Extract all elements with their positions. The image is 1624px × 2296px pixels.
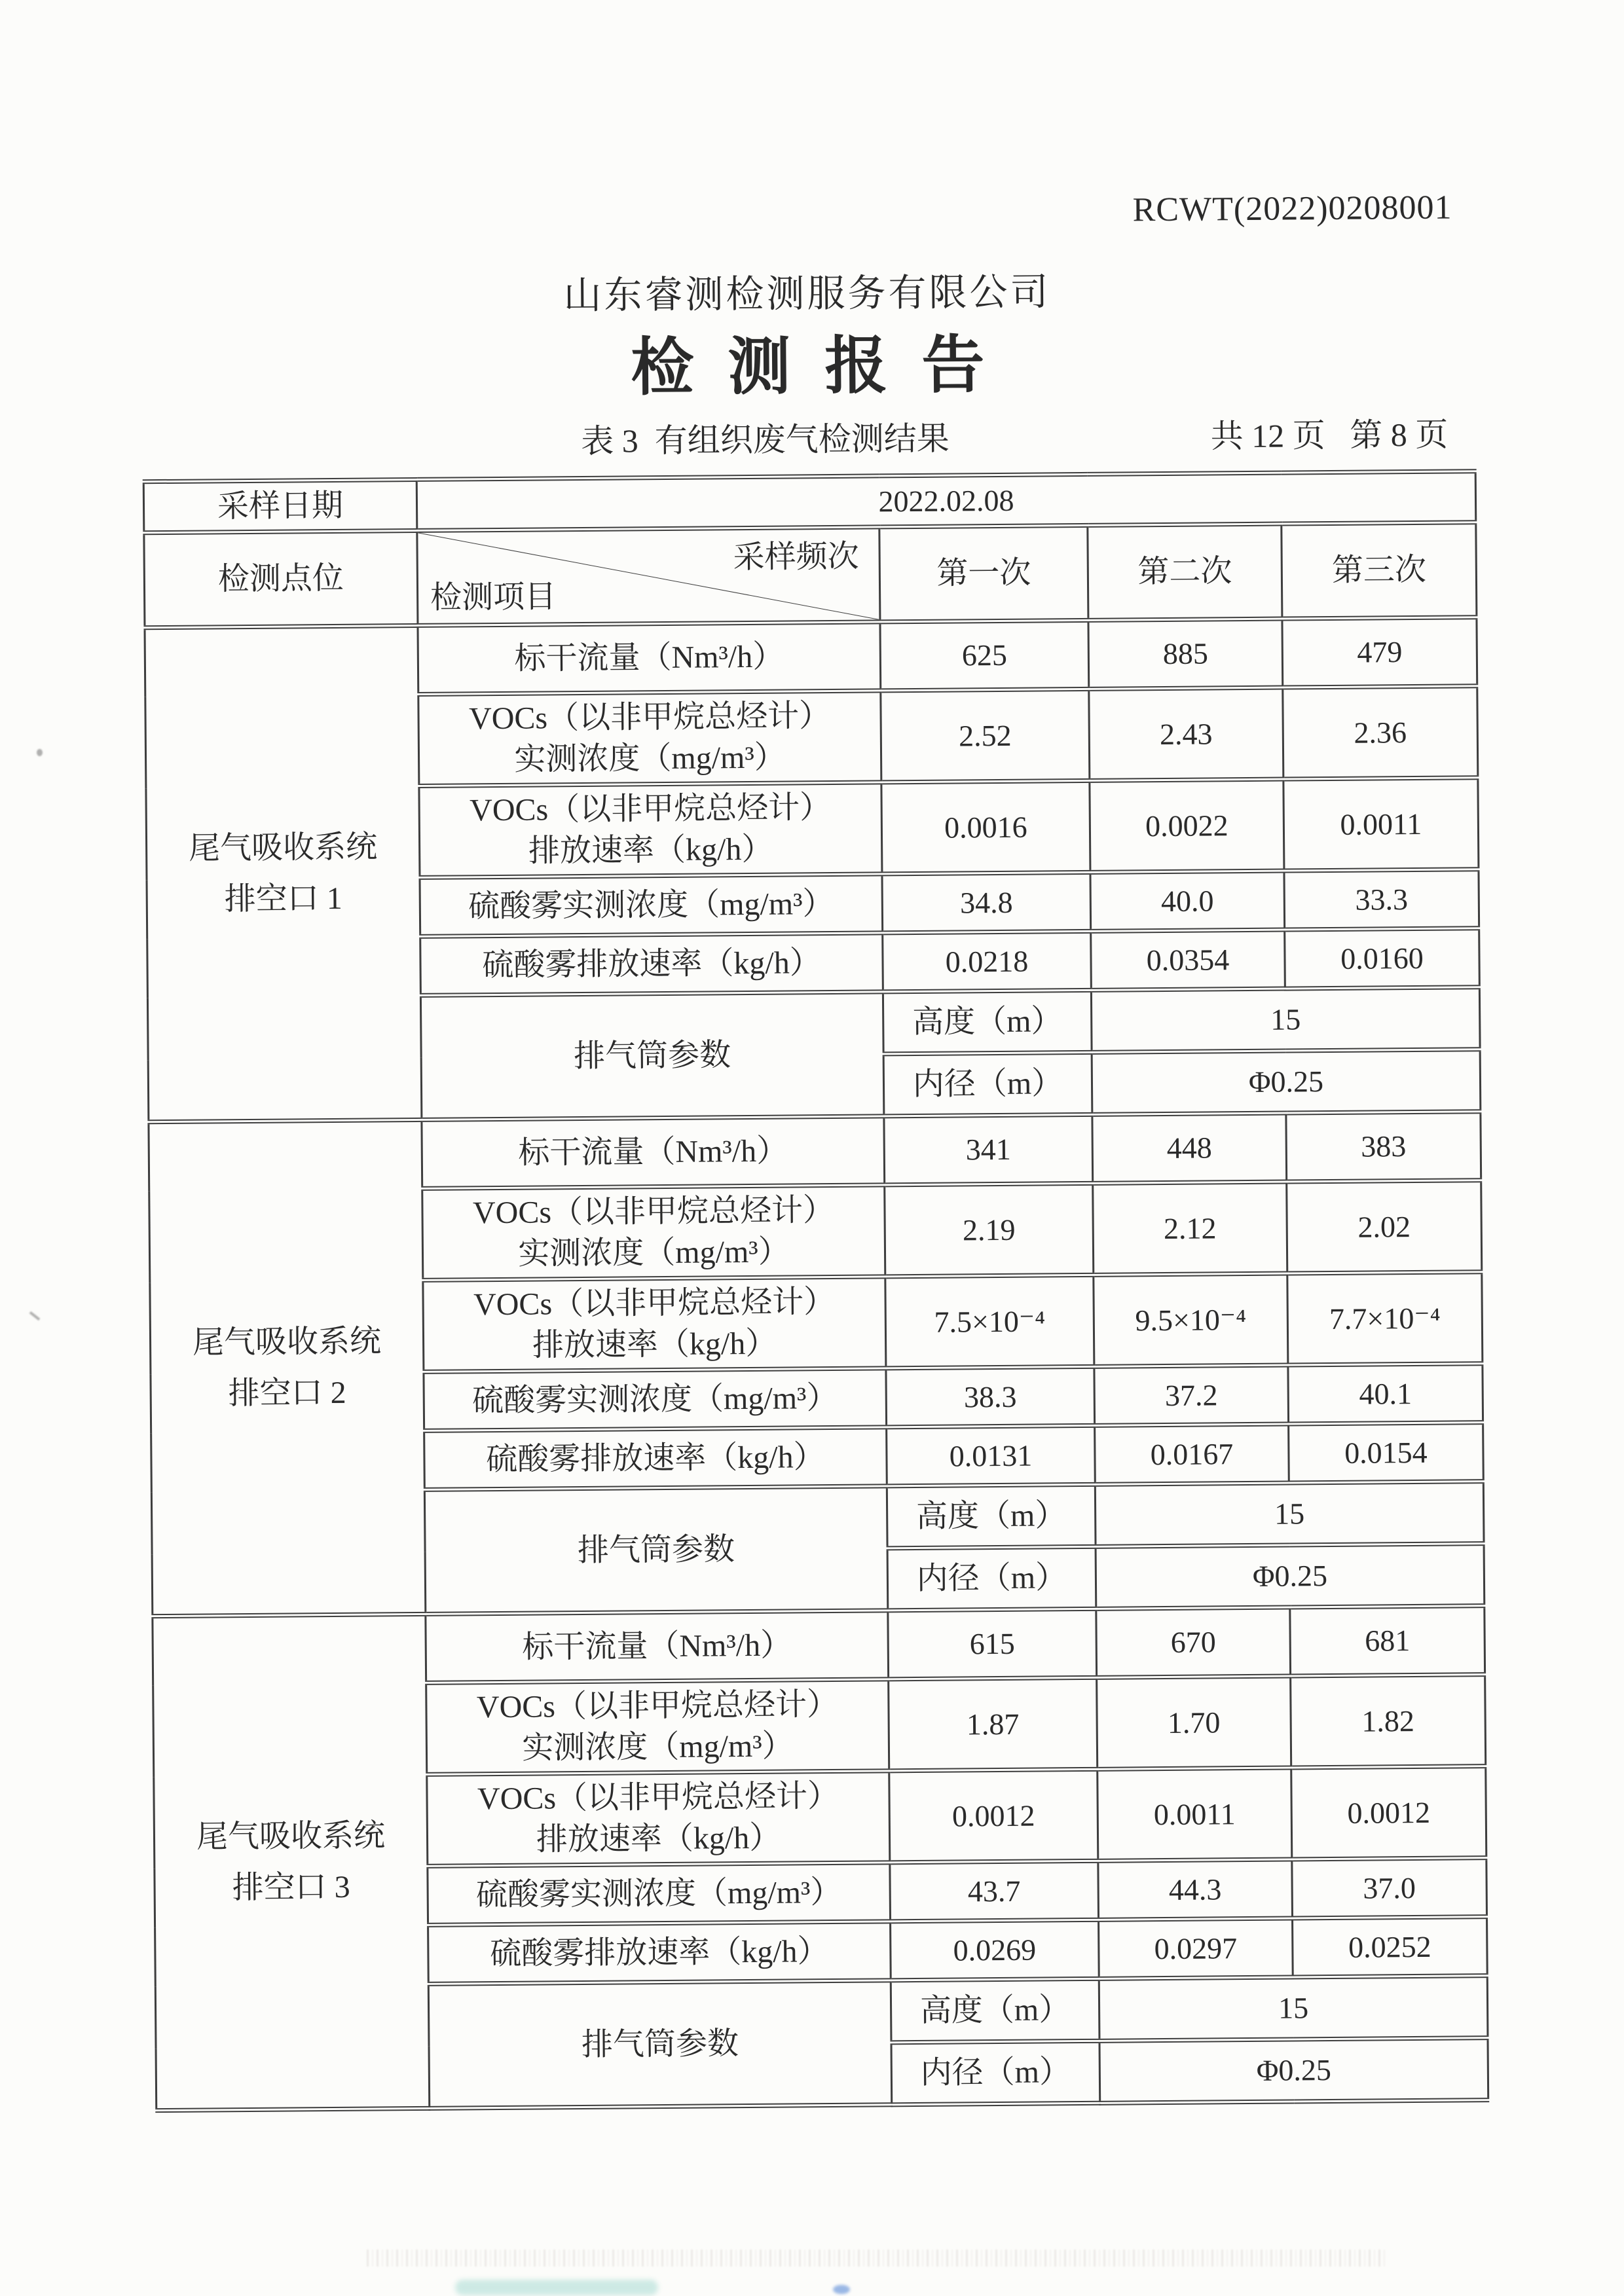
value-cell: 44.3 [1098, 1859, 1293, 1920]
value-cell: 0.0011 [1283, 778, 1479, 871]
value-cell: 0.0154 [1289, 1423, 1484, 1483]
stack-params-label: 排气筒参数 [420, 992, 883, 1120]
value-cell: 40.0 [1090, 871, 1285, 931]
value-cell: 2.12 [1093, 1182, 1287, 1275]
frequency-header-1: 第一次 [879, 525, 1088, 621]
param-label: 硫酸雾实测浓度（mg/m³） [424, 1368, 887, 1431]
stack-height-label: 高度（m） [883, 990, 1092, 1053]
monitoring-point-cell [145, 625, 422, 1121]
stack-diameter-value: Φ0.25 [1092, 1049, 1481, 1115]
param-label: 硫酸雾排放速率（kg/h） [424, 1427, 887, 1490]
value-cell: 0.0269 [891, 1920, 1099, 1980]
monitoring-point-line1: 尾气吸收系统 [188, 829, 378, 866]
value-cell: 2.43 [1089, 687, 1283, 780]
value-cell: 33.3 [1284, 869, 1479, 930]
value-cell: 1.87 [889, 1677, 1098, 1770]
value-cell: 37.0 [1292, 1858, 1487, 1918]
scan-artifact [833, 2285, 850, 2294]
table-row [149, 1112, 1481, 1191]
table-caption: 表 3 有组织废气检测结果 [581, 420, 950, 460]
value-cell: 448 [1092, 1113, 1287, 1183]
param-label: 硫酸雾实测浓度（mg/m³） [420, 874, 883, 937]
header-row [144, 522, 1477, 628]
param-label: VOCs（以非甲烷总烃计） 排放速率（kg/h） [419, 782, 882, 878]
value-cell: 625 [880, 620, 1089, 690]
stack-diameter-label: 内径（m） [883, 1052, 1092, 1116]
stack-height-value: 15 [1099, 1976, 1488, 2041]
value-cell: 38.3 [886, 1366, 1095, 1427]
value-cell: 341 [884, 1114, 1093, 1184]
value-cell: 0.0167 [1095, 1424, 1289, 1484]
diagonal-header-cell [417, 527, 880, 626]
value-cell: 0.0012 [1291, 1766, 1486, 1859]
stack-height-label: 高度（m） [891, 1978, 1099, 2042]
value-cell: 670 [1096, 1607, 1291, 1677]
value-cell: 0.0218 [883, 931, 1092, 991]
scan-artifact [37, 749, 43, 756]
value-cell: 0.0016 [881, 780, 1090, 873]
value-cell: 9.5×10⁻⁴ [1094, 1273, 1288, 1366]
value-cell: 2.36 [1283, 686, 1478, 779]
value-cell: 0.0252 [1293, 1917, 1488, 1977]
param-label: 硫酸雾实测浓度（mg/m³） [428, 1863, 891, 1925]
sampling-date-label: 采样日期 [143, 479, 417, 532]
stack-height-label: 高度（m） [887, 1484, 1096, 1548]
value-cell: 615 [888, 1609, 1097, 1679]
param-label: 硫酸雾排放速率（kg/h） [428, 1922, 891, 1984]
monitoring-point-line1: 尾气吸收系统 [196, 1818, 386, 1855]
param-label: VOCs（以非甲烷总烃计） 实测浓度（mg/m³） [422, 1185, 885, 1281]
stack-diameter-value: Φ0.25 [1096, 1544, 1485, 1609]
point-column-header: 检测点位 [144, 530, 418, 627]
param-label: VOCs（以非甲烷总烃计） 实测浓度（mg/m³） [426, 1679, 889, 1775]
value-cell: 37.2 [1094, 1365, 1289, 1425]
value-cell: 43.7 [890, 1861, 1099, 1921]
caption-row [142, 408, 1474, 458]
stack-height-value: 15 [1091, 987, 1480, 1053]
monitoring-point-cell [153, 1614, 430, 2110]
param-label: 标干流量（Nm³/h） [426, 1611, 889, 1683]
param-label: 标干流量（Nm³/h） [422, 1116, 885, 1189]
value-cell: 479 [1282, 617, 1477, 687]
value-cell: 0.0131 [887, 1425, 1096, 1485]
value-cell: 0.0354 [1091, 930, 1285, 990]
stack-params-label: 排气筒参数 [424, 1486, 887, 1614]
value-cell: 681 [1290, 1606, 1485, 1676]
diagonal-bottom-label: 检测项目 [430, 579, 557, 615]
report-title: 检测报告 [630, 329, 1019, 403]
value-cell: 2.19 [885, 1183, 1094, 1276]
monitoring-point-cell [149, 1120, 426, 1616]
results-table [143, 469, 1490, 2113]
value-cell: 2.02 [1287, 1180, 1482, 1273]
param-label: 硫酸雾排放速率（kg/h） [420, 933, 883, 996]
stack-height-value: 15 [1095, 1482, 1484, 1547]
value-cell: 383 [1286, 1112, 1481, 1182]
value-cell: 34.8 [882, 872, 1091, 932]
value-cell: 0.0011 [1098, 1768, 1292, 1861]
param-label: VOCs（以非甲烷总烃计） 实测浓度（mg/m³） [418, 691, 881, 786]
diagonal-top-label: 采样频次 [733, 539, 859, 575]
stack-diameter-label: 内径（m） [891, 2041, 1100, 2104]
stack-params-label: 排气筒参数 [428, 1980, 891, 2109]
value-cell: 1.70 [1097, 1676, 1291, 1769]
company-name: 山东睿测检测服务有限公司 [563, 270, 1051, 318]
stack-diameter-label: 内径（m） [887, 1546, 1096, 1610]
value-cell: 0.0022 [1090, 779, 1284, 872]
value-cell: 885 [1088, 619, 1283, 689]
frequency-header-2: 第二次 [1088, 524, 1282, 620]
page-indicator: 共 12 页 第 8 页 [1210, 416, 1449, 455]
value-cell: 0.0160 [1285, 928, 1480, 989]
monitoring-point-line1: 尾气吸收系统 [192, 1324, 382, 1360]
frequency-header-3: 第三次 [1282, 522, 1477, 619]
doc-number: RCWT(2022)0208001 [1132, 189, 1452, 229]
table-row [153, 1606, 1485, 1685]
value-cell: 40.1 [1288, 1364, 1483, 1424]
scan-artifact [455, 2280, 658, 2295]
stack-diameter-value: Φ0.25 [1099, 2038, 1488, 2104]
monitoring-point-line2: 排空口 3 [232, 1869, 350, 1906]
scan-artifact [367, 2250, 1388, 2267]
table-row [145, 617, 1477, 697]
monitoring-point-line2: 排空口 1 [224, 881, 342, 917]
param-label: VOCs（以非甲烷总烃计） 排放速率（kg/h） [423, 1277, 886, 1372]
param-label: 标干流量（Nm³/h） [418, 622, 881, 695]
value-cell: 7.5×10⁻⁴ [885, 1275, 1094, 1368]
param-label: VOCs（以非甲烷总烃计） 排放速率（kg/h） [427, 1771, 890, 1867]
value-cell: 1.82 [1291, 1675, 1486, 1768]
value-cell: 0.0012 [889, 1769, 1098, 1862]
monitoring-point-line2: 排空口 2 [228, 1375, 346, 1412]
value-cell: 0.0297 [1099, 1918, 1293, 1978]
value-cell: 7.7×10⁻⁴ [1287, 1272, 1483, 1365]
sampling-date-value: 2022.02.08 [416, 471, 1476, 531]
value-cell: 2.52 [881, 689, 1090, 782]
